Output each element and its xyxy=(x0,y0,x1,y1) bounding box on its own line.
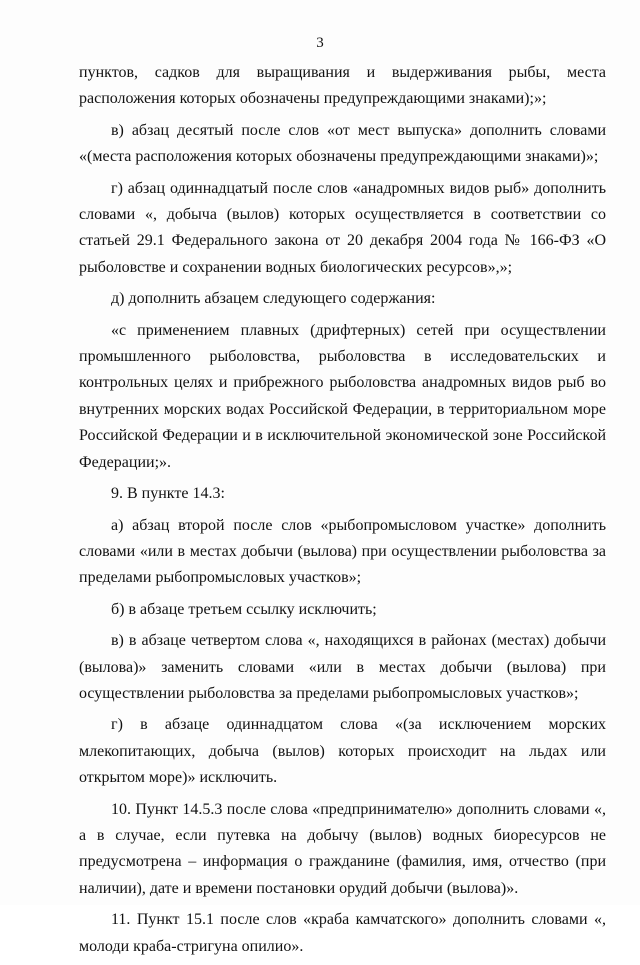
paragraph: 10. Пункт 14.5.3 после слова «предпринимателю» дополнить словами «, а в случае, если путевка на добычу (вылов) водных биоресурсов не предусмотрена – информация о гражданине (фамилия, имя, отчество (при наличии), дате и времени постановки орудий добычи (вылова)». xyxy=(79,800,606,897)
document-body xyxy=(79,60,606,965)
paragraph: в) в абзаце четвертом слова «, находящихся в районах (местах) добычи (вылова)» заменить словами «или в местах добычи (вылова) при осуществлении рыболовства за пределами рыбопромысловых участков»; xyxy=(79,632,606,702)
paragraph: пунктов, садков для выращивания и выдерживания рыбы, места расположения которых обозначены предупреждающими знаками);»; xyxy=(79,64,606,108)
paragraph: д) дополнить абзацем следующего содержания: xyxy=(111,290,436,308)
paragraph: г) в абзаце одиннадцатом слова «(за исключением морских млекопитающих, добыча (вылов) которых происходит на льдах или открытом море)» исключить. xyxy=(79,716,606,787)
paragraph: г) абзац одиннадцатый после слов «анадромных видов рыб» дополнить словами «, добыча (вылов) которых осуществляется в соответствии со статьей 29.1 Федерального закона от 20 декабря 2004 года № 166-ФЗ «О рыболовстве и сохранении водных биологических ресурсов»,»; xyxy=(79,179,606,276)
paragraph: б) в абзаце третьем ссылку исключить; xyxy=(111,600,377,618)
paragraph: 11. Пункт 15.1 после слов «краба камчатского» дополнить словами «, молоди краба-стригуна опилио». xyxy=(79,911,606,955)
paragraph: «с применением плавных (дрифтерных) сетей при осуществлении промышленного рыболовства, рыболовства в исследовательских и контрольных целях и прибрежного рыболовства анадромных видов рыб во внутренних морских водах Российской Федерации, в территориальном море Российской Федерации и в исключительной экономической зоне Российской Федерации;». xyxy=(79,321,606,471)
paragraph: в) абзац десятый после слов «от мест выпуска» дополнить словами «(места расположения которых обозначены предупреждающими знаками)»; xyxy=(79,121,606,166)
page-number: 3 xyxy=(316,35,324,51)
paragraph: а) абзац второй после слов «рыбопромысловом участке» дополнить словами «или в местах добычи (вылова) при осуществлении рыболовства за пределами рыбопромысловых участков»; xyxy=(79,516,606,587)
paragraph: 9. В пункте 14.3: xyxy=(111,485,225,503)
